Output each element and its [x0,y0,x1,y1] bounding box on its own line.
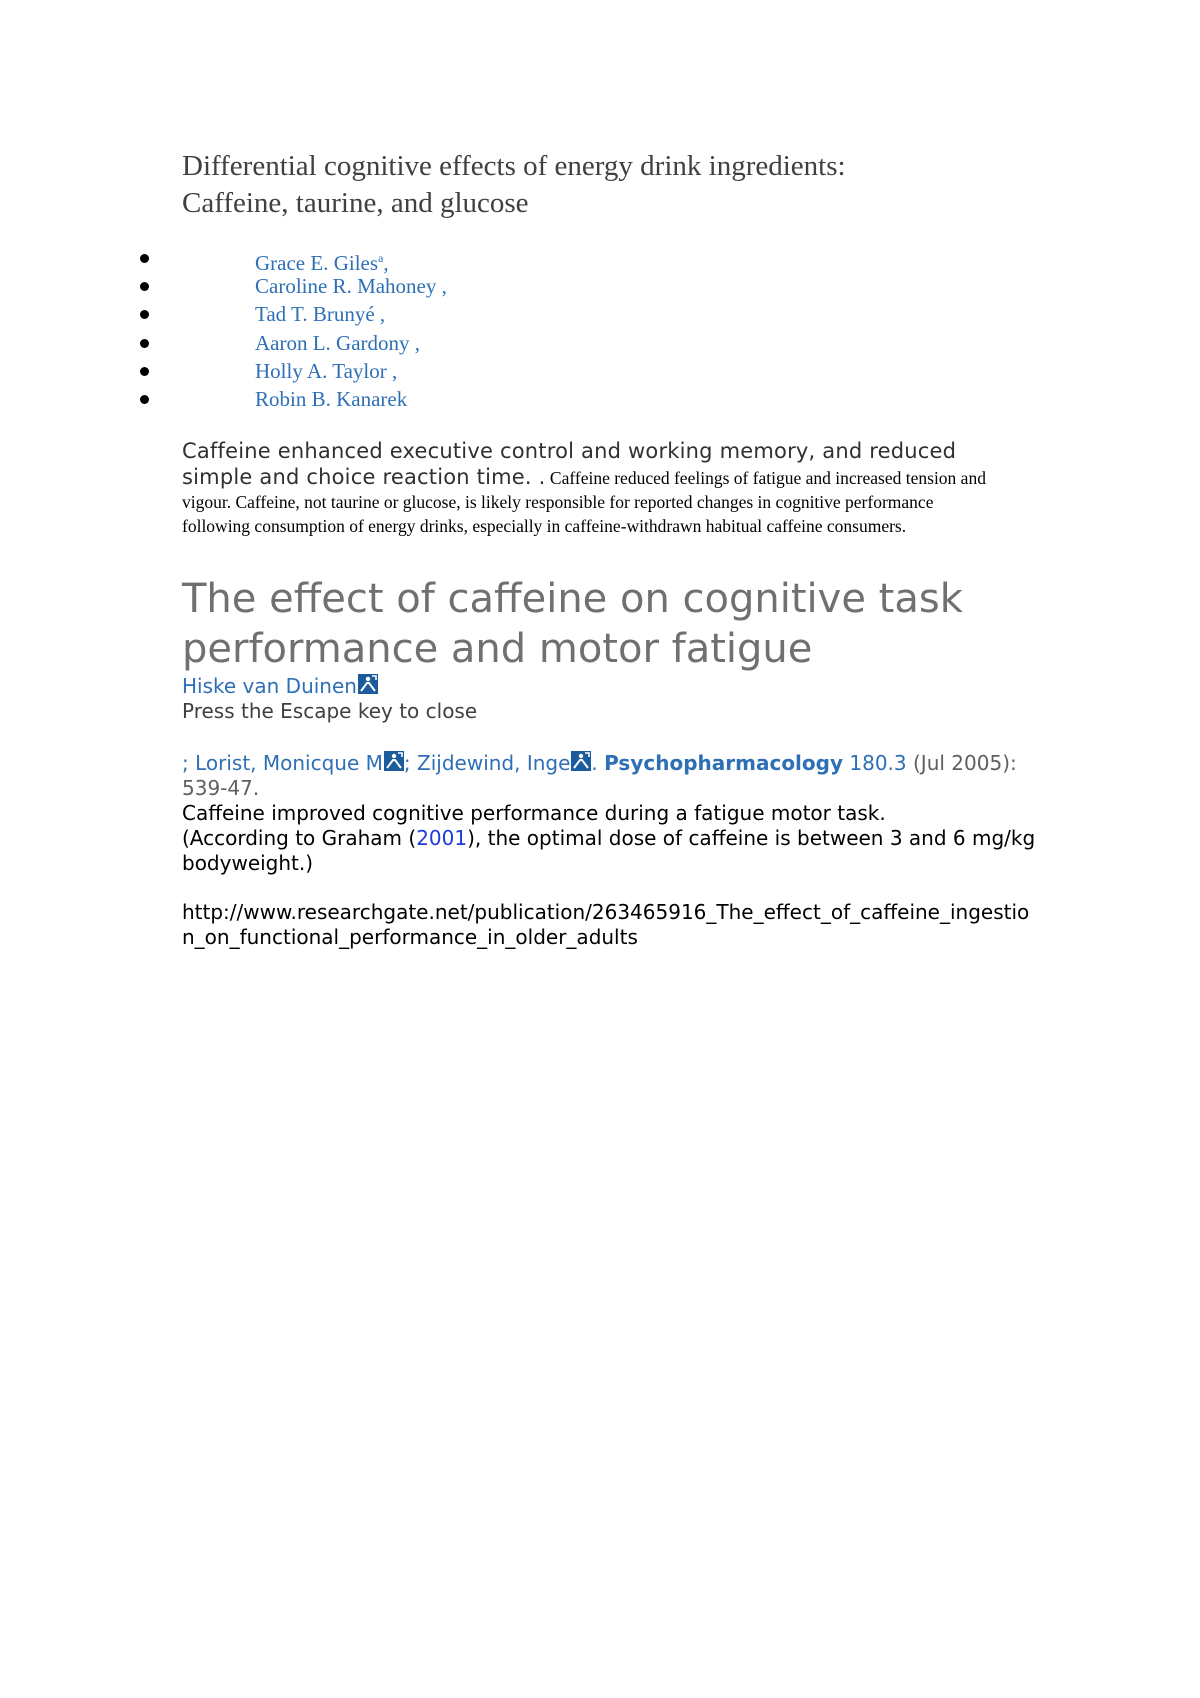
document-page [182,148,1052,950]
citation [182,751,1032,801]
article2-title: The effect of caffeine on cognitive task performance and motor fatigue [182,576,963,673]
dose-note [182,826,1052,876]
citation-lead: ; [182,751,196,776]
list-item [182,357,1052,385]
dose-note-post: ), the optimal dose of caffeine is between 3 and 6 mg/kg bodyweight.) [182,826,1036,876]
list-item [182,329,1052,357]
bullet-icon [140,254,149,263]
person-arrow-icon[interactable] [571,751,591,771]
article-summary [182,438,1002,538]
bullet-icon [140,395,149,404]
escape-hint: Press the Escape key to close [182,699,478,724]
author-marker: a [378,251,384,265]
list-item [182,272,1052,300]
source-url[interactable]: http://www.researchgate.net/publication/263465916_The_effect_of_caffeine_ingestion_on_functional_performance_in_older_adults [182,900,1030,950]
person-arrow-icon[interactable] [384,751,404,771]
author-link[interactable]: Hiske van Duinen [182,674,357,699]
author-separator: , [374,302,386,327]
list-item [182,244,1052,275]
bullet-icon [140,367,149,376]
article-title [182,148,1052,222]
volume-link[interactable]: 180.3 [843,751,907,776]
author-separator: , [383,251,389,275]
article-title-line2: Caffeine, taurine, and glucose [182,187,529,219]
author-separator: , [409,330,421,355]
author-link[interactable]: Tad T. Brunyé [255,302,375,327]
summary-text-sans: Caffeine enhanced executive control and working memory, and reduced simple and choice reaction time. . [182,439,957,490]
bullet-icon [140,339,149,348]
journal-link[interactable]: Psychopharmacology [604,751,844,776]
bullet-icon [140,282,149,291]
citation-year-link[interactable]: 2001 [416,826,468,851]
author-link[interactable]: Aaron L. Gardony [255,330,410,355]
author-link[interactable]: Robin B. Kanarek [255,386,408,411]
finding-text: Caffeine improved cognitive performance during a fatigue motor task. [182,801,886,826]
author-link[interactable]: Caroline R. Mahoney [255,274,437,299]
citation-dot: . [591,751,605,776]
author-link[interactable]: Lorist, Monicque M [195,751,383,776]
dose-note-pre: (According to Graham ( [182,826,417,851]
bullet-icon [140,310,149,319]
author-link[interactable]: Grace E. Giles [255,251,379,275]
citation-date: (Jul 2005): 539-47. [182,751,1017,801]
author-list [182,244,1052,413]
summary-text-serif: Caffeine reduced feelings of fatigue and increased tension and vigour. Caffeine, not taurine or glucose, is likely responsible for reported changes in cognitive performance following consumption of energy drinks, especially in caffeine-withdrawn habitual caffeine consumers. [182,468,986,537]
citation-separator: ; [403,751,418,776]
author-link[interactable]: Zijdewind, Inge [417,751,571,776]
article-title-line1: Differential cognitive effects of energy drink ingredients: [182,150,846,182]
list-item [182,385,1052,413]
list-item [182,300,1052,328]
article2-author-line [182,674,1052,699]
author-separator: , [436,274,447,299]
person-arrow-icon[interactable] [358,674,378,694]
author-separator: , [386,358,398,383]
author-link[interactable]: Holly A. Taylor [255,358,387,383]
